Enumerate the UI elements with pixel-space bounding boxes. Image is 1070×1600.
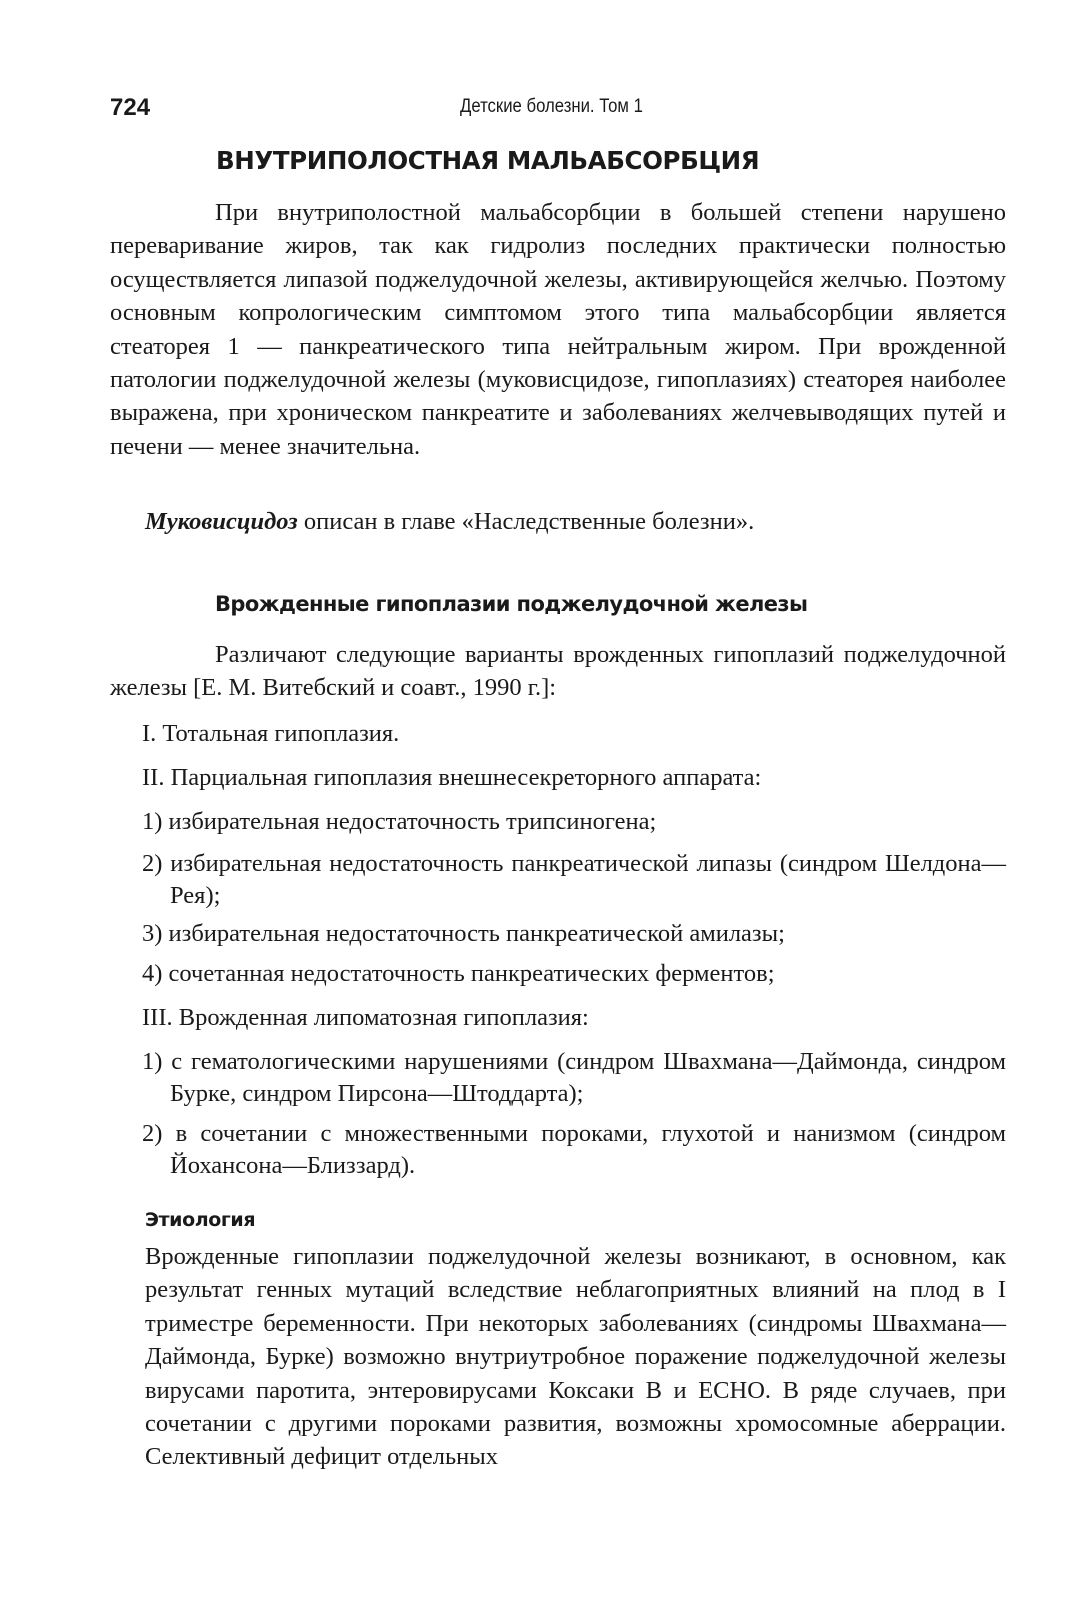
running-title: Детские болезни. Том 1 [460, 96, 643, 117]
list-item [142, 958, 1006, 990]
section-title-hypoplasia: Врожденные гипоплазии поджелудочной железы [215, 592, 808, 616]
list-item [142, 1118, 1006, 1182]
list-item-text: 1) с гематологическими нарушениями (синдром Швахмана—Даймонда, синдром Бурке, синдром Пирсона—Штоддарта); [142, 1048, 1006, 1107]
list-item-text: III. Врожденная липоматозная гипоплазия: [142, 1004, 589, 1031]
list-item [142, 918, 1006, 950]
list-item [142, 1002, 1006, 1034]
section-title-etiology: Этиология [145, 1209, 256, 1231]
list-item-text: I. Тотальная гипоплазия. [142, 720, 400, 747]
malabsorption-paragraph-block [110, 196, 1006, 463]
list-item [142, 848, 1006, 912]
page-number: 724 [110, 94, 151, 121]
list-item-text: 3) избирательная недостаточность панкреатической амилазы; [142, 920, 785, 947]
etiology-paragraph-block [145, 1240, 1006, 1474]
list-item [142, 762, 1006, 794]
malabsorption-paragraph: При внутриполостной мальабсорбции в большей степени нарушено переваривание жиров, так как гидролиз последних практически полностью осуществляется липазой поджелудочной железы, активирующейся желчью. Поэтому основным копрологическим симптомом этого типа мальабсорбции является стеаторея 1 — панкреатического типа нейтральным жиром. При врожденной патологии поджелудочной железы (муковисцидозе, гипоплазиях) стеаторея наиболее выражена, при хроническом панкреатите и заболеваниях желчевыводящих путей и печени — менее значительна. [110, 199, 1006, 460]
etiology-paragraph: Врожденные гипоплазии поджелудочной железы возникают, в основном, как результат генных мутаций вследствие неблагоприятных влияний на плод в I триместре беременности. При некоторых заболеваниях (синдромы Швахмана—Даймонда, Бурке) возможно внутриутробное поражение поджелудочной железы вирусами паротита, энтеровирусами Коксаки В и ЕСНО. В ряде случаев, при сочетании с другими пороками развития, возможны хромосомные аберрации. Селективный дефицит отдельных [145, 1243, 1006, 1471]
hypoplasia-intro-block [110, 638, 1006, 705]
mucoviscidosis-term: Муковисцидоз [145, 508, 298, 535]
mucoviscidosis-note [145, 508, 754, 536]
list-item [142, 718, 1006, 750]
list-item-text: II. Парциальная гипоплазия внешнесекреторного аппарата: [142, 764, 762, 791]
list-item [142, 1046, 1006, 1110]
list-item [142, 806, 1006, 838]
mucoviscidosis-note-text: описан в главе «Наследственные болезни». [297, 508, 755, 535]
list-item-text: 4) сочетанная недостаточность панкреатических ферментов; [142, 960, 775, 987]
list-item-text: 2) избирательная недостаточность панкреатической липазы (синдром Шелдона—Рея); [142, 850, 1006, 909]
running-header [0, 94, 1070, 124]
hypoplasia-intro: Различают следующие варианты врожденных гипоплазий поджелудочной железы [Е. М. Витебский и соавт., 1990 г.]: [110, 641, 1006, 702]
section-title-malabsorption: ВНУТРИПОЛОСТНАЯ МАЛЬАБСОРБЦИЯ [216, 146, 760, 175]
list-item-text: 2) в сочетании с множественными пороками, глухотой и нанизмом (синдром Йохансона—Близзард). [142, 1120, 1006, 1179]
list-item-text: 1) избирательная недостаточность трипсиногена; [142, 808, 657, 835]
